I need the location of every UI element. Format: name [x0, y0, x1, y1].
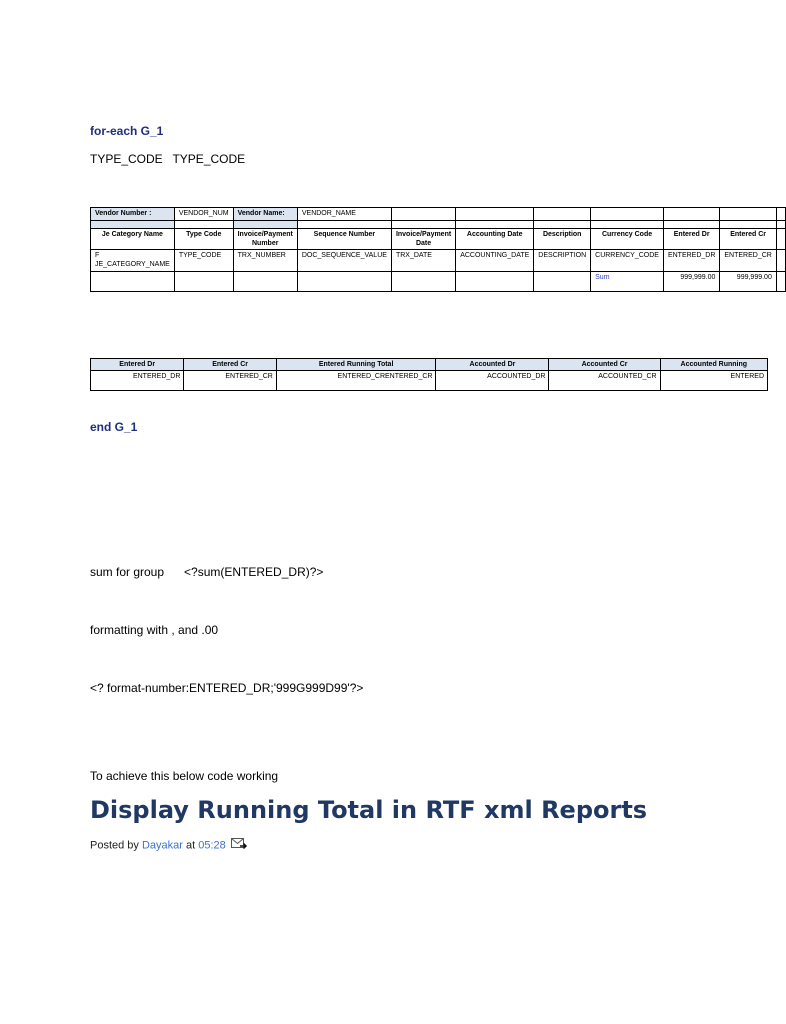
col-header: Accounting Date [456, 229, 534, 250]
data-cell: TYPE_CODE [174, 250, 233, 272]
vendor-name-label: Vendor Name: [233, 208, 297, 221]
col-header: Entered Cr [720, 229, 776, 250]
col-header: Type Code [174, 229, 233, 250]
data-cell: ACCOUNTED_CR [549, 371, 660, 391]
data-cell: ENTERED_CR [720, 250, 776, 272]
data-row [91, 371, 768, 391]
col-header: Accounted Cr [549, 359, 660, 371]
vendor-number-label: Vendor Number : [91, 208, 175, 221]
for-each-label: for-each G_1 [90, 124, 164, 138]
vendor-detail-table [90, 207, 786, 292]
data-cell: DOC_SEQUENCE_VALUE [297, 250, 391, 272]
col-header: Entered Dr [663, 229, 719, 250]
end-g1-label: end G_1 [90, 420, 138, 434]
post-title[interactable]: Display Running Total in RTF xml Reports [90, 796, 648, 824]
achieve-text: To achieve this below code working [90, 769, 279, 783]
sum-label: Sum [591, 272, 664, 292]
col-header: Entered Cr [184, 359, 276, 371]
col-header: Sequence Number [297, 229, 391, 250]
col-header: Accounted Running [660, 359, 767, 371]
vendor-name-cell: VENDOR_NAME [297, 208, 391, 221]
vendor-num-cell: VENDOR_NUM [174, 208, 233, 221]
sum-dr: 999,999.00 [663, 272, 719, 292]
sum-for-group-text: sum for group <?sum(ENTERED_DR)?> [90, 565, 324, 579]
col-header: Currency Code [591, 229, 664, 250]
at-label: at [186, 839, 196, 852]
data-cell: ACCOUNTING_DATE [456, 250, 534, 272]
data-cell: ENTERED_DR [663, 250, 719, 272]
formatting-text: formatting with , and .00 [90, 623, 219, 637]
col-header: Accounted Dr [436, 359, 549, 371]
data-cell: TRX_NUMBER [233, 250, 297, 272]
posted-by-label: Posted by [90, 839, 139, 852]
post-meta [90, 838, 247, 853]
data-cell: ENTERED_DR [91, 371, 184, 391]
data-row [91, 250, 786, 272]
col-header: Entered Running Total [276, 359, 436, 371]
header-row [91, 229, 786, 250]
type-code-line: TYPE_CODE TYPE_CODE [90, 152, 246, 166]
author-link[interactable]: Dayakar [141, 839, 183, 852]
email-post-icon[interactable] [231, 838, 247, 853]
col-header: Entered Dr [91, 359, 184, 371]
col-header: Invoice/Payment Number [233, 229, 297, 250]
timestamp-link[interactable]: 05:28 [198, 839, 226, 852]
sum-row [91, 272, 786, 292]
running-total-table [90, 358, 768, 391]
col-header: Invoice/Payment Date [391, 229, 455, 250]
data-cell: ENTERED [660, 371, 767, 391]
sum-cr: 999,999.00 [720, 272, 776, 292]
data-cell: TRX_DATE [391, 250, 455, 272]
spacer-row [91, 221, 786, 229]
data-cell: DESCRIPTION [534, 250, 591, 272]
data-cell: CURRENCY_CODE [591, 250, 664, 272]
format-number-code: <? format-number:ENTERED_DR;'999G999D99'?> [90, 681, 364, 695]
data-cell: ENTERED_CRENTERED_CR [276, 371, 436, 391]
header-row [91, 359, 768, 371]
col-header: Je Category Name [91, 229, 175, 250]
col-header: Description [534, 229, 591, 250]
vendor-row [91, 208, 786, 221]
data-cell: ACCOUNTED_DR [436, 371, 549, 391]
data-cell: ENTERED_CR [184, 371, 276, 391]
data-cell: F JE_CATEGORY_NAME [91, 250, 175, 272]
